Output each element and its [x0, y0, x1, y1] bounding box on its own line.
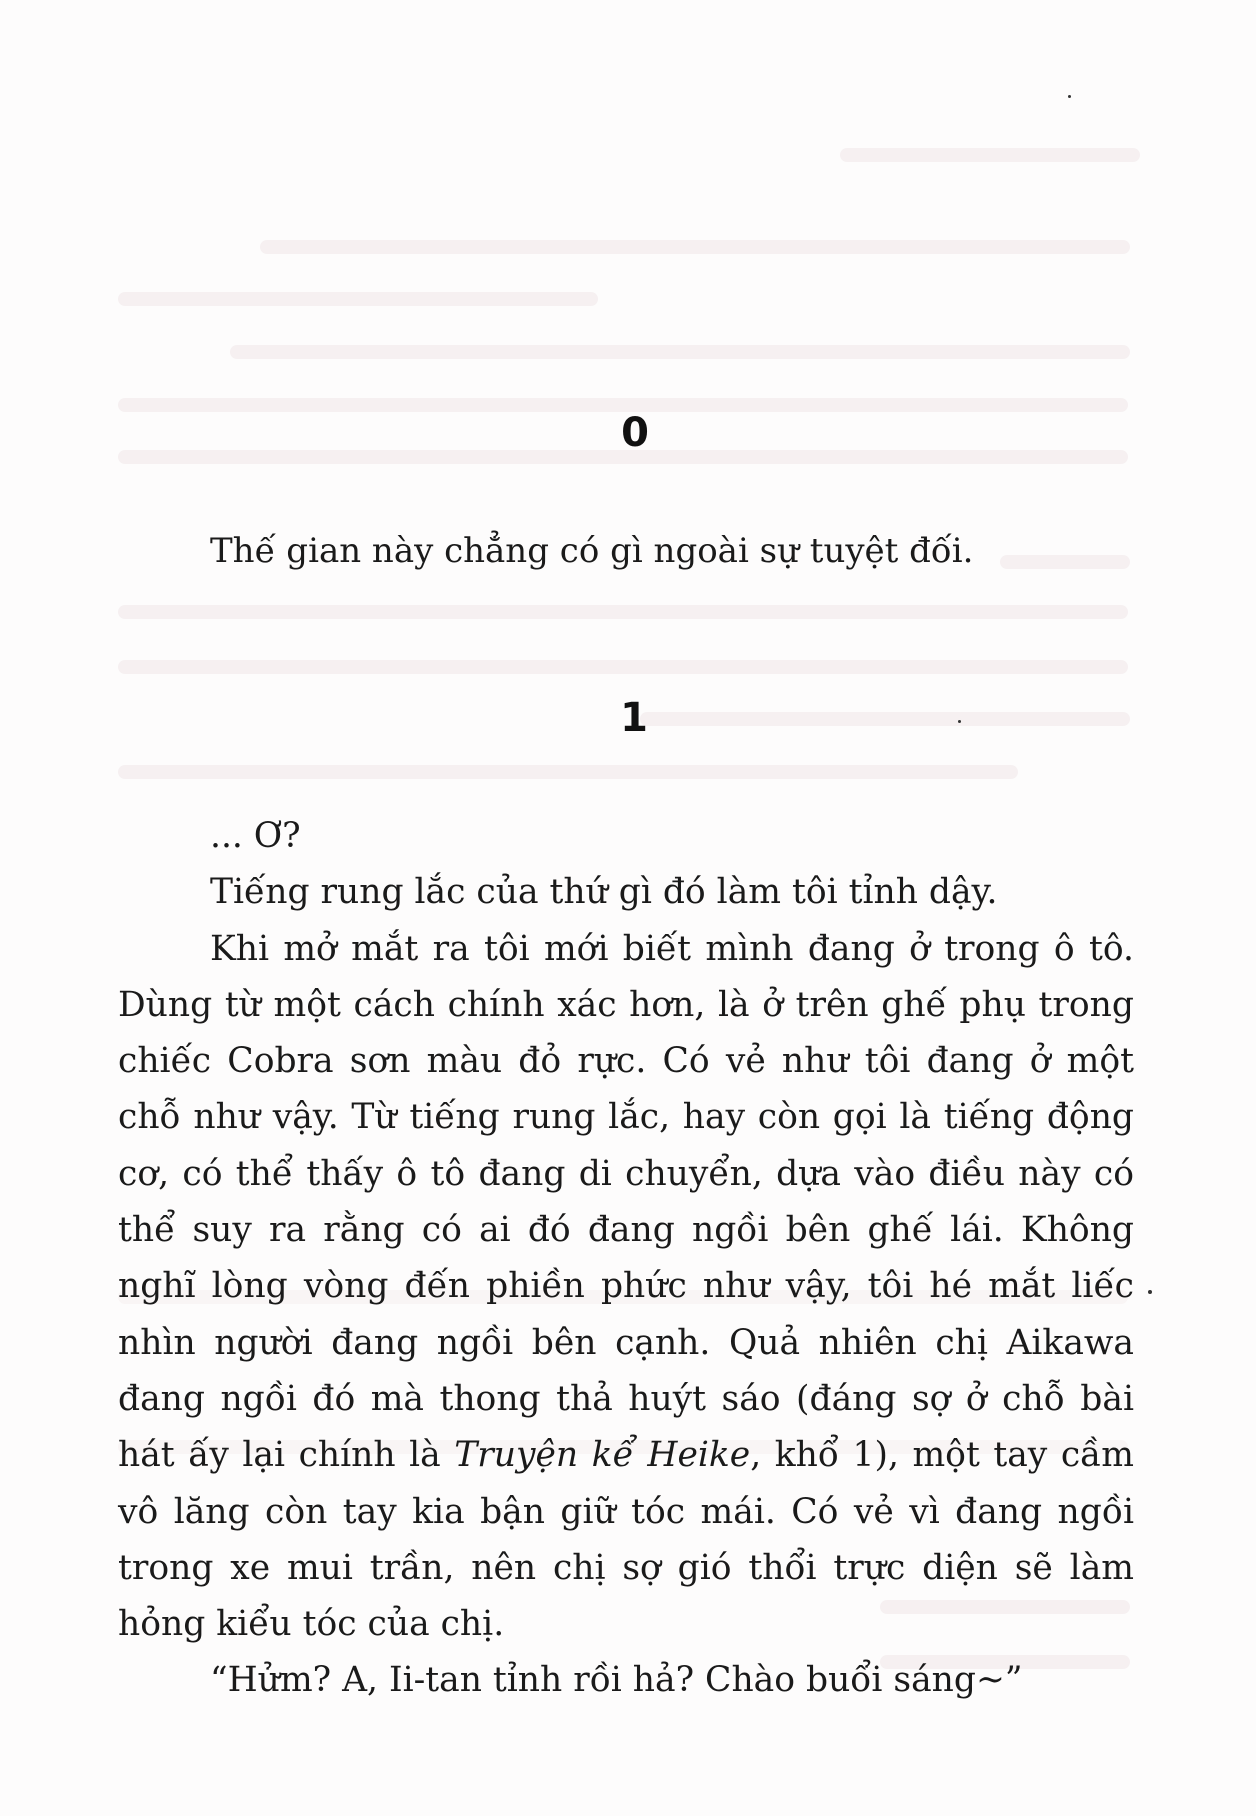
book-title-italic: Truyện kể Heike	[454, 1435, 751, 1476]
section-heading-zero: 0	[621, 410, 649, 456]
paragraph: Tiếng rung lắc của thứ gì đó làm tôi tỉnh dậy.	[210, 872, 998, 913]
chapter-body	[118, 808, 1134, 1709]
ink-speck	[1148, 1290, 1152, 1294]
section-heading-one: 1	[620, 695, 648, 741]
paragraph-text: Khi mở mắt ra tôi mới biết mình đang ở trong ô tô. Dùng từ một cách chính xác hơn, là ở trên ghế phụ trong chiếc Cobra sơn màu đỏ rực. Có vẻ như tôi đang ở một chỗ như vậy. Từ tiếng rung lắc, hay còn gọi là tiếng động cơ, có thể thấy ô tô đang di chuyển, dựa vào điều này có thể suy ra rằng có ai đó đang ngồi bên ghế lái. Không nghĩ lòng vòng đến phiền phức như vậy, tôi hé mắt liếc nhìn người đang ngồi bên cạnh. Quả nhiên chị Aikawa đang ngồi đó mà thong thả huýt sáo (đáng sợ ở chỗ bài hát ấy lại chính là	[118, 928, 1134, 1476]
paragraph-dialogue: “Hửm? A, Ii-tan tỉnh rồi hả? Chào buổi sáng~”	[210, 1660, 1023, 1701]
paragraph-text-continued: , khổ 1), một tay cầm vô lăng còn tay kia bận giữ tóc mái. Có vẻ vì đang ngồi trong xe mui trần, nên chị sợ gió thổi trực diện sẽ làm hỏng kiểu tóc của chị.	[118, 1435, 1135, 1645]
paragraph-main	[118, 921, 1134, 1653]
paragraph: ... Ơ?	[210, 816, 301, 856]
epigraph: Thế gian này chẳng có gì ngoài sự tuyệt đối.	[210, 531, 974, 571]
ink-speck	[958, 720, 961, 723]
ink-speck	[1068, 95, 1071, 98]
